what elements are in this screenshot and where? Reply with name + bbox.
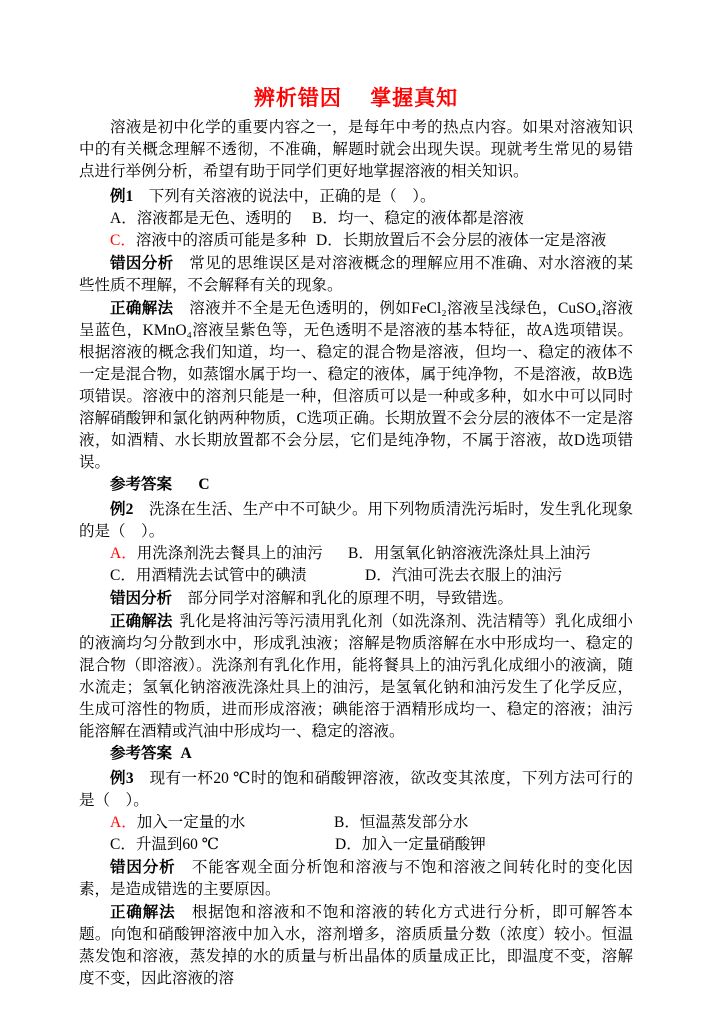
option-text: 恒温蒸发部分水 <box>359 814 469 831</box>
option-letter: A． <box>110 545 137 562</box>
example-2-option-c <box>110 565 365 587</box>
example-1-solution <box>79 298 633 474</box>
example-2-label: 例2 <box>110 501 134 518</box>
example-1-question-line <box>79 186 633 208</box>
option-text: 加入一定量的水 <box>136 814 246 831</box>
example-2-options-row-2 <box>79 565 633 587</box>
option-letter: A． <box>110 210 137 227</box>
answer-label: 参考答案 <box>110 745 173 762</box>
option-text: 均一、稳定的液体都是溶液 <box>337 210 524 227</box>
option-letter: D． <box>335 836 362 853</box>
option-text: 溶液中的溶质可能是多种 <box>135 232 307 249</box>
option-text: 长期放置后不会分层的液体一定是溶液 <box>342 232 607 249</box>
example-3-section <box>79 768 633 990</box>
example-2-option-a <box>110 543 348 565</box>
example-2-options-row-1 <box>79 543 633 565</box>
option-letter: C． <box>110 567 136 584</box>
example-3-label: 例3 <box>110 770 134 787</box>
error-analysis-text: 不能客观全面分析饱和溶液与不饱和溶液之间转化时的变化因素，是造成错选的主要原因。 <box>79 859 633 898</box>
example-2-question: 洗涤在生活、生产中不可缺少。用下列物质清洗污垢时，发生乳化现象的是（ ）。 <box>79 501 633 540</box>
option-text: 加入一定量硝酸钾 <box>361 836 486 853</box>
option-letter: C． <box>110 232 136 249</box>
example-1-answer-line <box>79 474 633 496</box>
error-analysis-label: 错因分析 <box>110 590 173 607</box>
solution-label: 正确解法 <box>110 613 173 630</box>
error-analysis-label: 错因分析 <box>110 255 174 272</box>
example-1-section <box>79 186 633 496</box>
example-2-solution <box>79 611 633 743</box>
example-2-option-b <box>348 543 591 565</box>
example-1-option-b <box>312 208 524 230</box>
option-letter: D． <box>316 232 343 249</box>
option-letter: C． <box>110 836 136 853</box>
example-2-answer-line <box>79 743 633 765</box>
example-3-options-row-1 <box>79 812 633 834</box>
example-2-option-d <box>365 565 562 587</box>
answer-value: A <box>180 745 192 762</box>
example-3-option-a <box>110 812 334 834</box>
option-letter: B． <box>312 210 338 227</box>
example-3-option-b <box>334 812 468 834</box>
option-text: 用酒精洗去试管中的碘渍 <box>135 567 307 584</box>
solution-text: 根据饱和溶液和不饱和溶液的转化方式进行分析，即可解答本题。向饱和硝酸钾溶液中加入水，溶剂增多，溶质质量分数（浓度）较小。恒温蒸发饱和溶液，蒸发掉的水的质量与析出晶体的质量成正比，即温度不变，溶解度不变，因此溶液的溶 <box>79 904 633 987</box>
example-3-question: 现有一杯20 ℃时的饱和硝酸钾溶液，欲改变其浓度，下列方法可行的是（ ）。 <box>79 770 633 809</box>
example-1-option-c <box>110 230 316 252</box>
example-2-error-analysis <box>79 588 633 610</box>
option-letter: D． <box>365 567 392 584</box>
option-text: 用洗涤剂洗去餐具上的油污 <box>136 545 323 562</box>
option-letter: A． <box>110 814 137 831</box>
example-2-section <box>79 499 633 765</box>
option-text: 溶液都是无色、透明的 <box>136 210 292 227</box>
option-text: 汽油可洗去衣服上的油污 <box>391 567 563 584</box>
example-1-options-row-1 <box>79 208 633 230</box>
example-3-error-analysis <box>79 857 633 901</box>
error-analysis-text: 常见的思维误区是对溶液概念的理解应用不准确、对水溶液的某些性质不理解，不会解释有关的现象。 <box>79 255 633 294</box>
example-1-option-d <box>316 230 606 252</box>
solution-text: 乳化是将油污等污渍用乳化剂（如洗涤剂、洗洁精等）乳化成细小的液滴均匀分散到水中，形成乳浊液；溶解是物质溶解在水中形成均一、稳定的混合物（即溶液）。洗涤剂有乳化作用，能将餐具上的油污乳化成细小的液滴，随水流走；氢氧化钠溶液洗涤灶具上的油污，是氢氧化钠和油污发生了化学反应，生成可溶性的物质，进而形成溶液；碘能溶于酒精形成均一、稳定的溶液；油污能溶解在酒精或汽油中形成均一、稳定的溶液。 <box>79 613 633 740</box>
option-letter: B． <box>334 814 360 831</box>
example-1-question: 下列有关溶液的说法中，正确的是（ ）。 <box>148 188 436 205</box>
example-2-question-line <box>79 499 633 543</box>
example-1-options-row-2 <box>79 230 633 252</box>
option-letter: B． <box>348 545 374 562</box>
example-3-solution <box>79 902 633 990</box>
example-1-error-analysis <box>79 253 633 297</box>
page-title: 辨析错因 掌握真知 <box>253 86 459 110</box>
example-3-option-d <box>335 834 486 856</box>
solution-label: 正确解法 <box>110 904 176 921</box>
example-3-option-c <box>110 834 335 856</box>
example-1-label: 例1 <box>110 188 134 205</box>
option-text: 用氢氧化钠溶液洗涤灶具上油污 <box>373 545 591 562</box>
answer-label: 参考答案 <box>110 476 173 493</box>
error-analysis-text: 部分同学对溶解和乳化的原理不明，导致错选。 <box>187 590 514 607</box>
error-analysis-label: 错因分析 <box>110 859 176 876</box>
answer-value: C <box>198 476 210 493</box>
example-3-question-line <box>79 768 633 812</box>
option-text: 升温到60 ℃ <box>135 836 220 853</box>
example-1-option-a <box>110 208 312 230</box>
solution-label: 正确解法 <box>110 300 174 317</box>
intro-paragraph: 溶液是初中化学的重要内容之一，是每年中考的热点内容。如果对溶液知识中的有关概念理解不透彻，不准确，解题时就会出现失误。现就考生常见的易错点进行举例分析，希望有助于同学们更好地掌握溶液的相关知识。 <box>79 119 633 180</box>
example-3-options-row-2 <box>79 834 633 856</box>
solution-text: 溶液并不全是无色透明的，例如FeCl₂溶液呈浅绿色，CuSO₄溶液呈蓝色，KMnO₄溶液呈紫色等，无色透明不是溶液的基本特征，故A选项错误。根据溶液的概念我们知道，均一、稳定的混合物是溶液，但均一、稳定的液体不一定是混合物，如蒸馏水属于均一、稳定的液体，属于纯净物，不是溶液，故B选项错误。溶液中的溶剂只能是一种，但溶质可以是一种或多种，如水中可以同时溶解硝酸钾和氯化钠两种物质，C选项正确。长期放置不会分层的液体不一定是溶液，如酒精、水长期放置都不会分层，它们是纯净物，不属于溶液，故D选项错误。 <box>79 300 633 471</box>
